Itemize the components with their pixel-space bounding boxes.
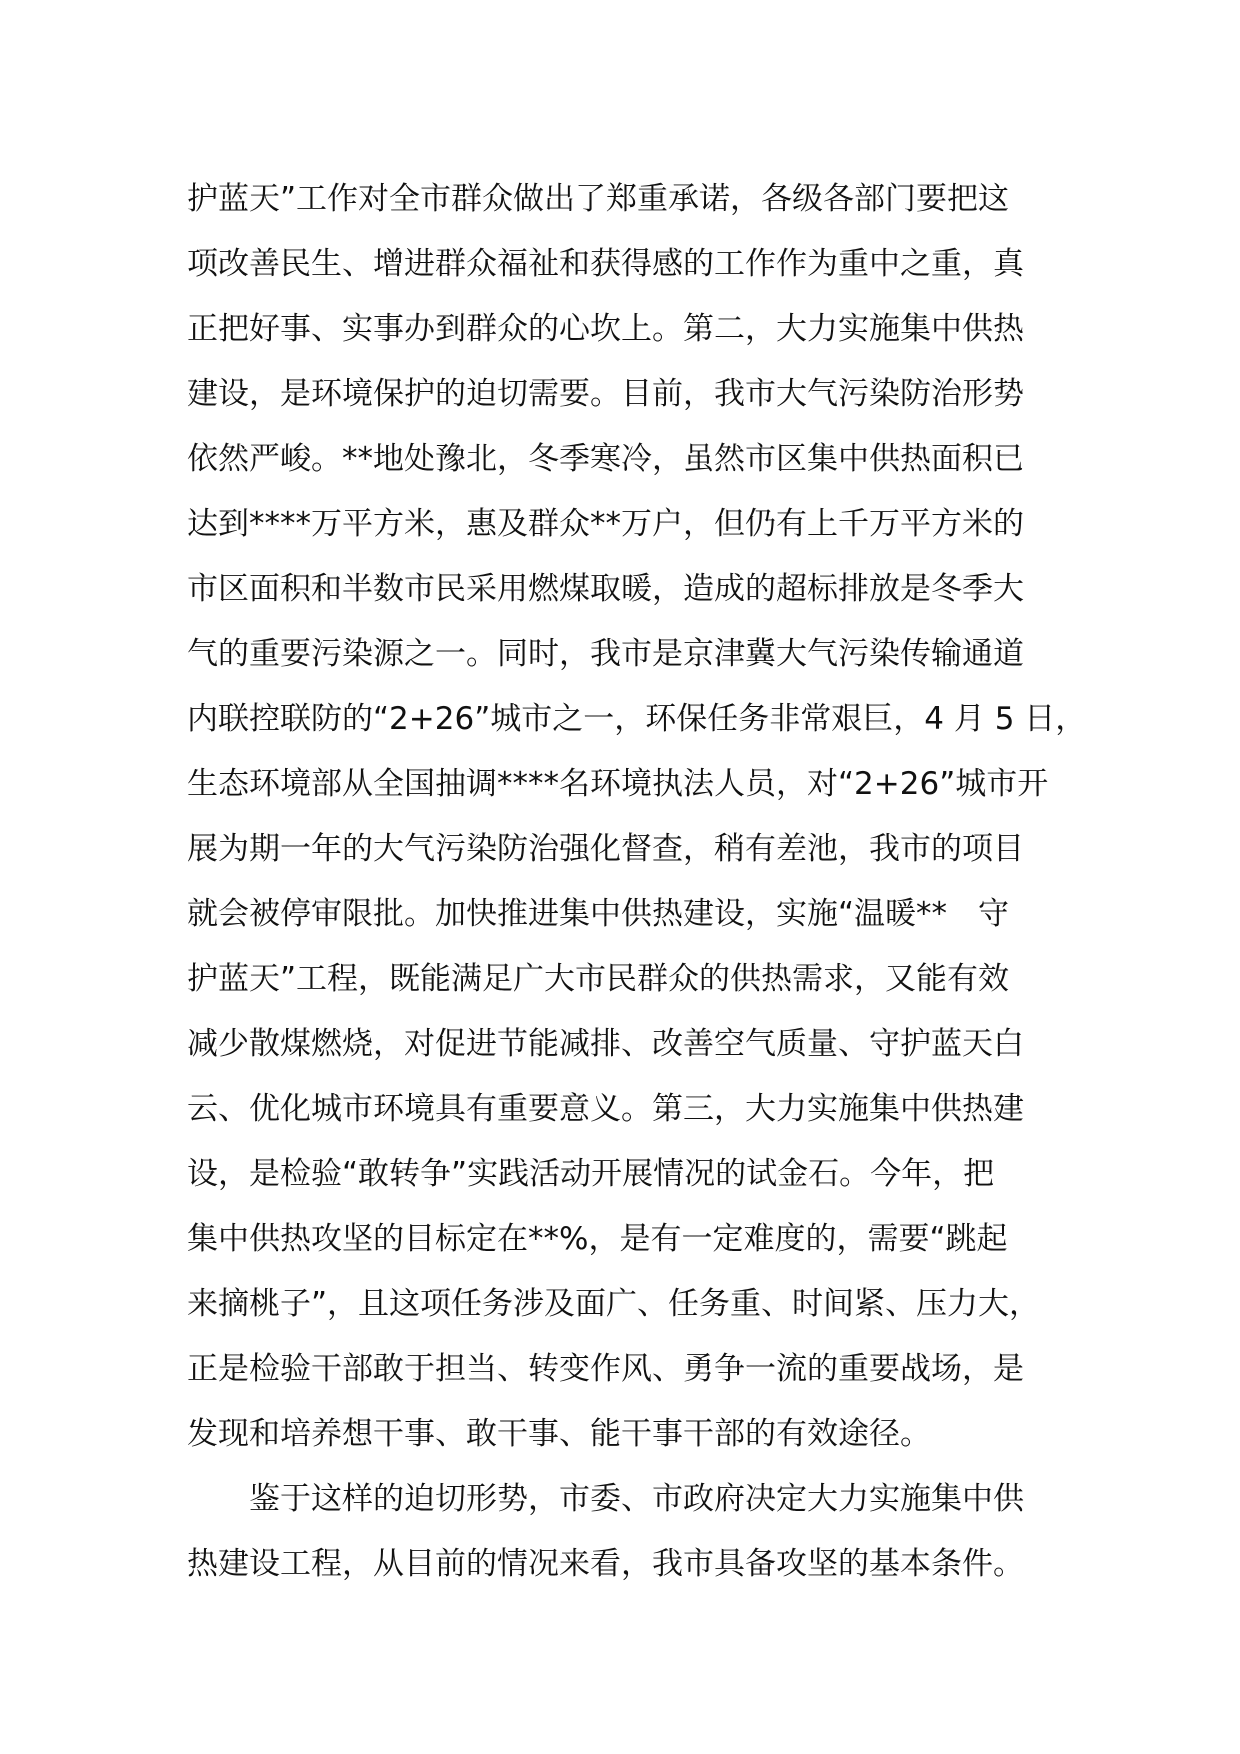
text-line: 正把好事、实事办到群众的心坎上。第二，大力实施集中供热 [187,311,1024,347]
text-line: 护蓝天”工作对全市群众做出了郑重承诺，各级各部门要把这 [187,181,1010,217]
text-line: 护蓝天”工程，既能满足广大市民群众的供热需求，又能有效 [187,961,1010,997]
paragraph-first-line: 鉴于这样的迫切形势，市委、市政府决定大力实施集中供 [249,1481,1024,1517]
text-line: 设，是检验“敢转争”实践活动开展情况的试金石。今年，把 [187,1156,995,1192]
text-line: 来摘桃子”，且这项任务涉及面广、任务重、时间紧、压力大， [187,1286,1041,1322]
text-line: 就会被停审限批。加快推进集中供热建设，实施“温暖** 守 [187,896,1010,932]
text-line: 市区面积和半数市民采用燃煤取暖，造成的超标排放是冬季大 [187,571,1024,607]
text-line: 发现和培养想干事、敢干事、能干事干部的有效途径。 [187,1416,931,1452]
text-line: 项改善民生、增进群众福祉和获得感的工作作为重中之重，真 [187,246,1024,282]
text-line: 建设，是环境保护的迫切需要。目前，我市大气污染防治形势 [187,376,1024,412]
text-line: 展为期一年的大气污染防治强化督查，稍有差池，我市的项目 [187,831,1024,867]
text-line: 集中供热攻坚的目标定在**%，是有一定难度的，需要“跳起 [187,1221,1008,1257]
text-line: 依然严峻。**地处豫北，冬季寒冷，虽然市区集中供热面积已 [187,441,1024,477]
text-line: 达到****万平方米，惠及群众**万户，但仍有上千万平方米的 [187,506,1024,542]
text-line: 热建设工程，从目前的情况来看，我市具备攻坚的基本条件。 [187,1546,1024,1582]
text-line: 内联控联防的“2+26”城市之一，环保任务非常艰巨，4 月 5 日， [187,701,1087,737]
text-line: 气的重要污染源之一。同时，我市是京津冀大气污染传输通道 [187,636,1024,672]
body-text [187,172,1087,1602]
text-line: 正是检验干部敢于担当、转变作风、勇争一流的重要战场，是 [187,1351,1024,1387]
text-line: 减少散煤燃烧，对促进节能减排、改善空气质量、守护蓝天白 [187,1026,1024,1062]
text-line: 云、优化城市环境具有重要意义。第三，大力实施集中供热建 [187,1091,1024,1127]
text-line: 生态环境部从全国抽调****名环境执法人员，对“2+26”城市开 [187,766,1049,802]
